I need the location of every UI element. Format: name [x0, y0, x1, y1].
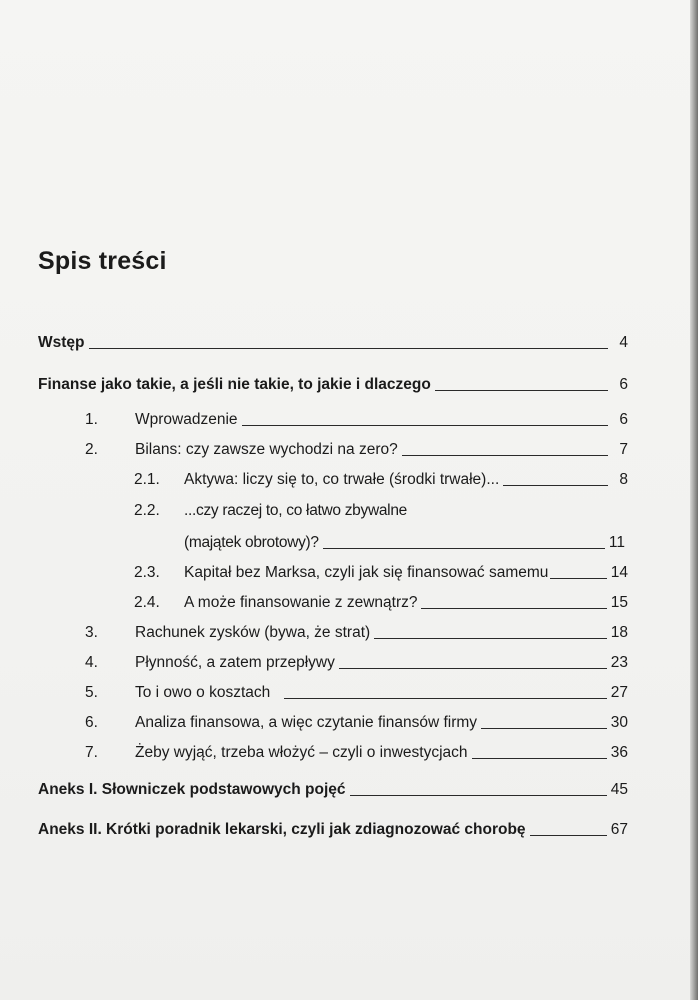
- toc-entry-page: 18: [610, 624, 628, 641]
- toc-entry-label-cont: (majątek obrotowy)?: [184, 534, 319, 551]
- toc-entry-intro: [38, 333, 628, 352]
- leader-line: [550, 578, 606, 579]
- toc-entry-label: Aktywa: liczy się to, co trwałe (środki trwałe)...: [184, 471, 500, 488]
- toc-entry-label: Aneks II. Krótki poradnik lekarski, czyli jak zdiagnozować chorobę: [38, 821, 526, 838]
- toc-entry-page: 30: [610, 714, 628, 731]
- toc-entry-page: 36: [610, 744, 628, 761]
- leader-line: [421, 608, 606, 609]
- toc-entry-page: 45: [610, 781, 628, 798]
- leader-line: [374, 638, 607, 639]
- leader-line: [350, 795, 607, 796]
- page-edge-shadow: [690, 0, 698, 1000]
- toc-entry-number: 2.4.: [134, 594, 160, 611]
- toc-entry-label: To i owo o kosztach: [135, 684, 271, 701]
- leader-line: [89, 348, 609, 349]
- toc-entry-number: 4.: [85, 654, 98, 671]
- leader-line: [323, 548, 605, 549]
- toc-entry-label: Wprowadzenie: [135, 411, 238, 428]
- leader-line: [481, 728, 607, 729]
- leader-line: [472, 758, 607, 759]
- toc-entry-annex: [38, 780, 628, 799]
- toc-entry-number: 2.: [85, 441, 98, 458]
- toc-entry-label: Aneks I. Słowniczek podstawowych pojęć: [38, 781, 346, 798]
- toc-entry-label: Bilans: czy zawsze wychodzi na zero?: [135, 441, 398, 458]
- toc-entry-page: 27: [610, 684, 628, 701]
- toc-entry-number: 2.2.: [134, 502, 160, 519]
- toc-entry-section: [85, 713, 628, 732]
- toc-entry-page: 14: [610, 564, 628, 581]
- leader-line: [402, 455, 608, 456]
- page-title: Spis treści: [38, 247, 167, 275]
- toc-entry-label: Płynność, a zatem przepływy: [135, 654, 335, 671]
- leader-line: [339, 668, 607, 669]
- toc-entry-number: 3.: [85, 624, 98, 641]
- leader-line: [530, 835, 607, 836]
- toc-entry-page: 11: [608, 534, 625, 551]
- toc-entry-label: Wstęp: [38, 334, 85, 351]
- toc-entry-page: 4: [619, 334, 628, 351]
- toc-entry-section: [85, 683, 628, 702]
- toc-entry-number: 2.1.: [134, 471, 160, 488]
- toc-entry-section: [85, 743, 628, 762]
- leader-line: [284, 698, 606, 699]
- toc-entry-number: 6.: [85, 714, 98, 731]
- toc-entry-chapter: [38, 375, 628, 394]
- toc-entry-label: Żeby wyjąć, trzeba włożyć – czyli o inwestycjach: [135, 744, 468, 761]
- toc-entry-number: 7.: [85, 744, 98, 761]
- toc-entry-label: Kapitał bez Marksa, czyli jak się finansować samemu: [184, 564, 549, 581]
- toc-entry-subsection: [134, 563, 628, 582]
- toc-entry-subsection: [134, 501, 628, 520]
- toc-entry-number: 5.: [85, 684, 98, 701]
- toc-entry-number: 1.: [85, 411, 98, 428]
- toc-entry-label: Rachunek zysków (bywa, że strat): [135, 624, 371, 641]
- toc-entry-page: 67: [610, 821, 628, 838]
- toc-entry-label: A może finansowanie z zewnątrz?: [184, 594, 418, 611]
- toc-entry-label: ...czy raczej to, co łatwo zbywalne: [184, 502, 407, 519]
- toc-entry-section: [85, 653, 628, 672]
- toc-entry-subsection: [134, 593, 628, 612]
- toc-entry-label: Finanse jako takie, a jeśli nie takie, to jakie i dlaczego: [38, 376, 431, 393]
- toc-entry-section: [85, 623, 628, 642]
- toc-entry-page: 8: [619, 471, 628, 488]
- leader-line: [242, 425, 608, 426]
- toc-entry-page: 6: [619, 376, 628, 393]
- leader-line: [503, 485, 608, 486]
- toc-entry-page: 7: [619, 441, 628, 458]
- toc-entry-page: 15: [610, 594, 628, 611]
- toc-entry-annex: [38, 820, 628, 839]
- toc-entry-label: Analiza finansowa, a więc czytanie finansów firmy: [135, 714, 478, 731]
- toc-entry-number: 2.3.: [134, 564, 160, 581]
- toc-entry-subsection-cont: [184, 533, 625, 552]
- toc-entry-page: 6: [619, 411, 628, 428]
- toc-entry-page: 23: [610, 654, 628, 671]
- toc-entry-subsection: [134, 470, 628, 489]
- toc-entry-section: [85, 410, 628, 429]
- leader-line: [435, 390, 608, 391]
- toc-entry-section: [85, 440, 628, 459]
